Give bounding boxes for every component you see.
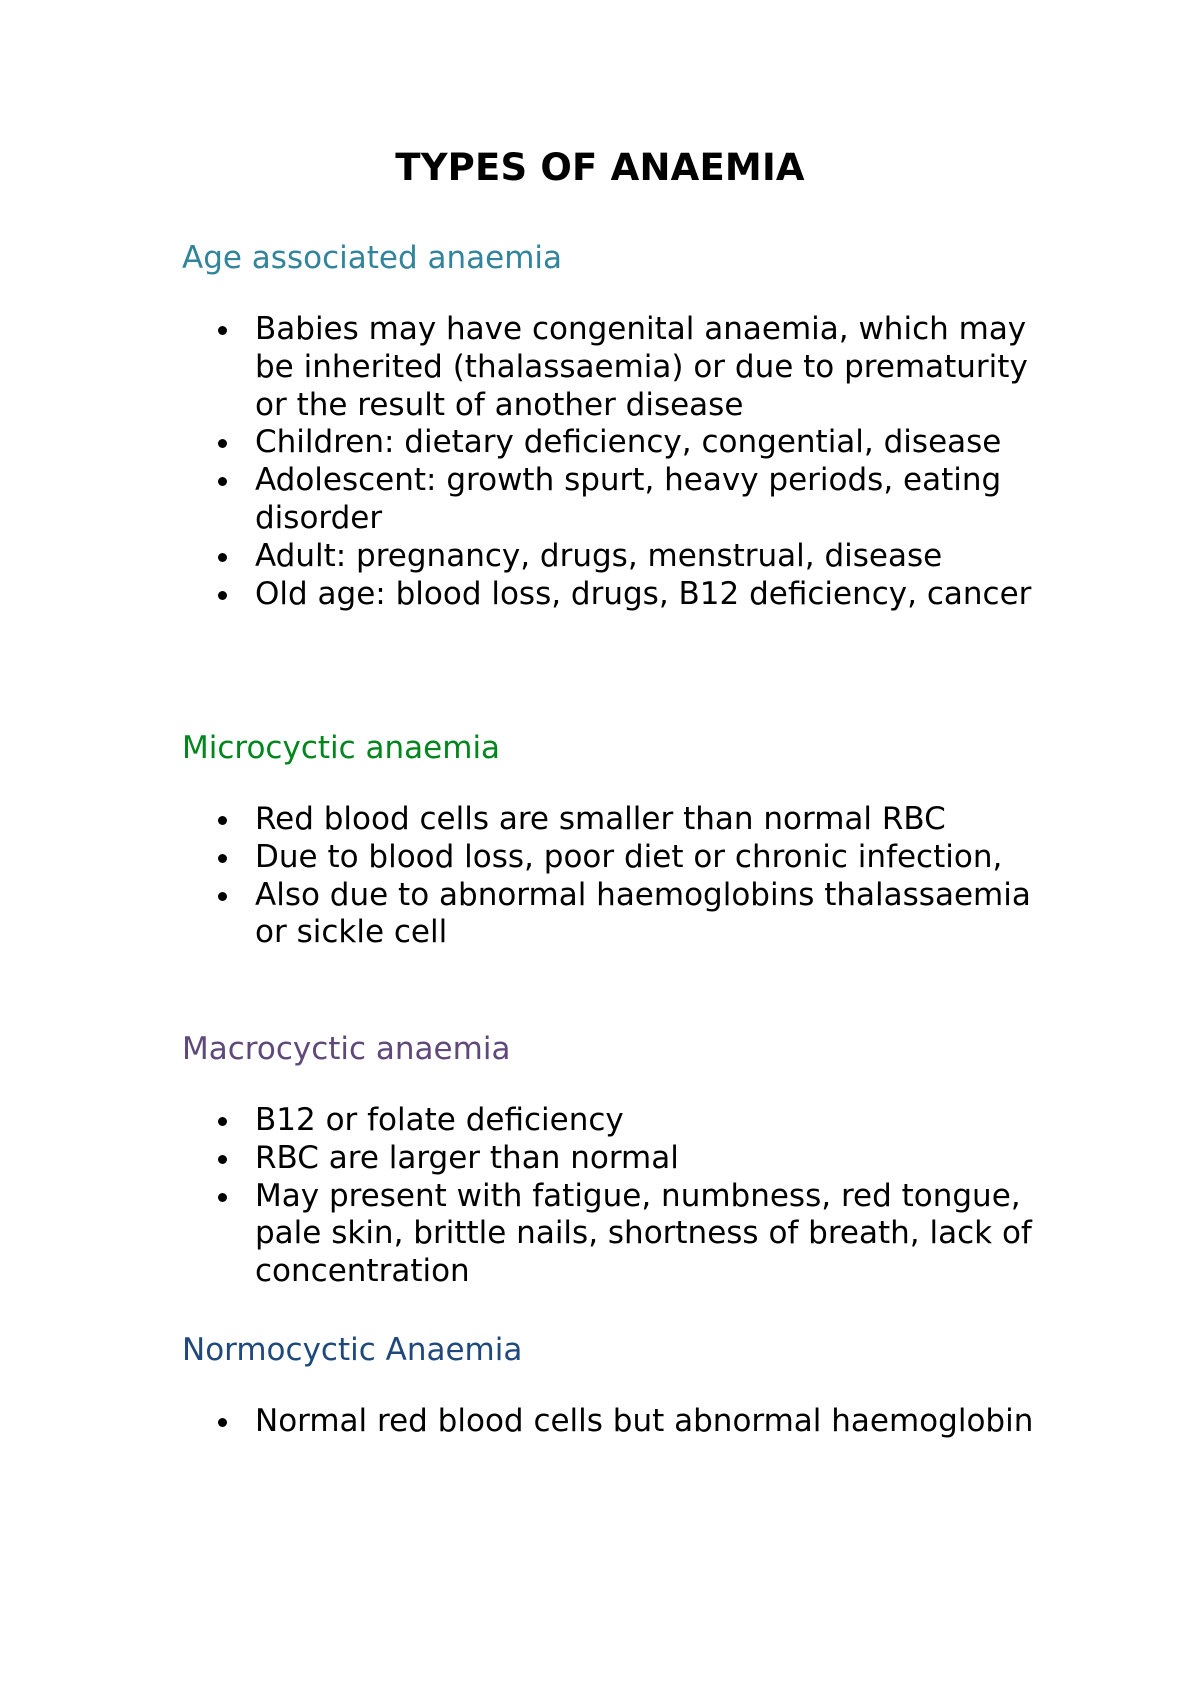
list-item [182, 1178, 1042, 1291]
bullet-icon [218, 1155, 227, 1164]
bullet-icon [218, 591, 227, 600]
bullet-icon [218, 477, 227, 486]
section-heading-microcyctic: Microcyctic anaemia [182, 730, 501, 766]
bullet-icon [218, 326, 227, 335]
list-item-text: B12 or folate deficiency [255, 1102, 624, 1138]
list-item-text: Due to blood loss, poor diet or chronic infection, [255, 838, 1003, 875]
list-item-text: May present with fatigue, numbness, red tongue, pale skin, brittle nails, shortness of breath, lack of concentration [255, 1177, 1032, 1290]
list-item-text: Children: dietary deficiency, congential, disease [255, 424, 1002, 461]
bullet-list-normocyctic [182, 1403, 1042, 1441]
bullet-icon [218, 892, 227, 901]
list-item [182, 839, 1042, 877]
list-item-text: Adult: pregnancy, drugs, menstrual, disease [255, 537, 943, 574]
list-item [182, 877, 1042, 953]
bullet-icon [218, 1193, 227, 1202]
list-item [182, 1140, 1042, 1178]
list-item-text: RBC are larger than normal [255, 1139, 679, 1176]
list-item [182, 576, 1042, 614]
bullet-icon [218, 816, 227, 825]
list-item [182, 424, 1042, 462]
bullet-list-age-associated [182, 311, 1042, 613]
bullet-icon [218, 854, 227, 863]
list-item-text: Red blood cells are smaller than normal RBC [255, 801, 946, 837]
section-age-associated [182, 239, 1042, 613]
bullet-icon [218, 439, 227, 448]
list-item-text: Normal red blood cells but abnormal haemoglobin [255, 1403, 1034, 1439]
list-item-text: Adolescent: growth spurt, heavy periods, eating disorder [255, 462, 1002, 536]
list-item [182, 801, 1042, 839]
section-macrocyctic [182, 1030, 1042, 1291]
section-heading-normocyctic: Normocyctic Anaemia [182, 1332, 523, 1368]
page-title: TYPES OF ANAEMIA [395, 146, 805, 189]
bullet-list-microcyctic [182, 801, 1042, 952]
bullet-icon [218, 553, 227, 562]
section-normocyctic [182, 1331, 1042, 1441]
list-item [182, 538, 1042, 576]
section-microcyctic [182, 729, 1042, 952]
list-item [182, 1102, 1042, 1140]
section-heading-macrocyctic: Macrocyctic anaemia [182, 1031, 511, 1067]
list-item-text: Also due to abnormal haemoglobins thalassaemia or sickle cell [255, 876, 1031, 951]
bullet-icon [218, 1418, 227, 1427]
bullet-list-macrocyctic [182, 1102, 1042, 1291]
bullet-icon [218, 1117, 227, 1126]
section-heading-age-associated: Age associated anaemia [182, 240, 563, 276]
list-item [182, 462, 1042, 538]
list-item [182, 1403, 1042, 1441]
list-item-text: Old age: blood loss, drugs, B12 deficiency, cancer [255, 575, 1032, 612]
list-item-text: Babies may have congenital anaemia, which may be inherited (thalassaemia) or due to prematurity or the result of another disease [255, 311, 1028, 423]
list-item [182, 311, 1042, 424]
